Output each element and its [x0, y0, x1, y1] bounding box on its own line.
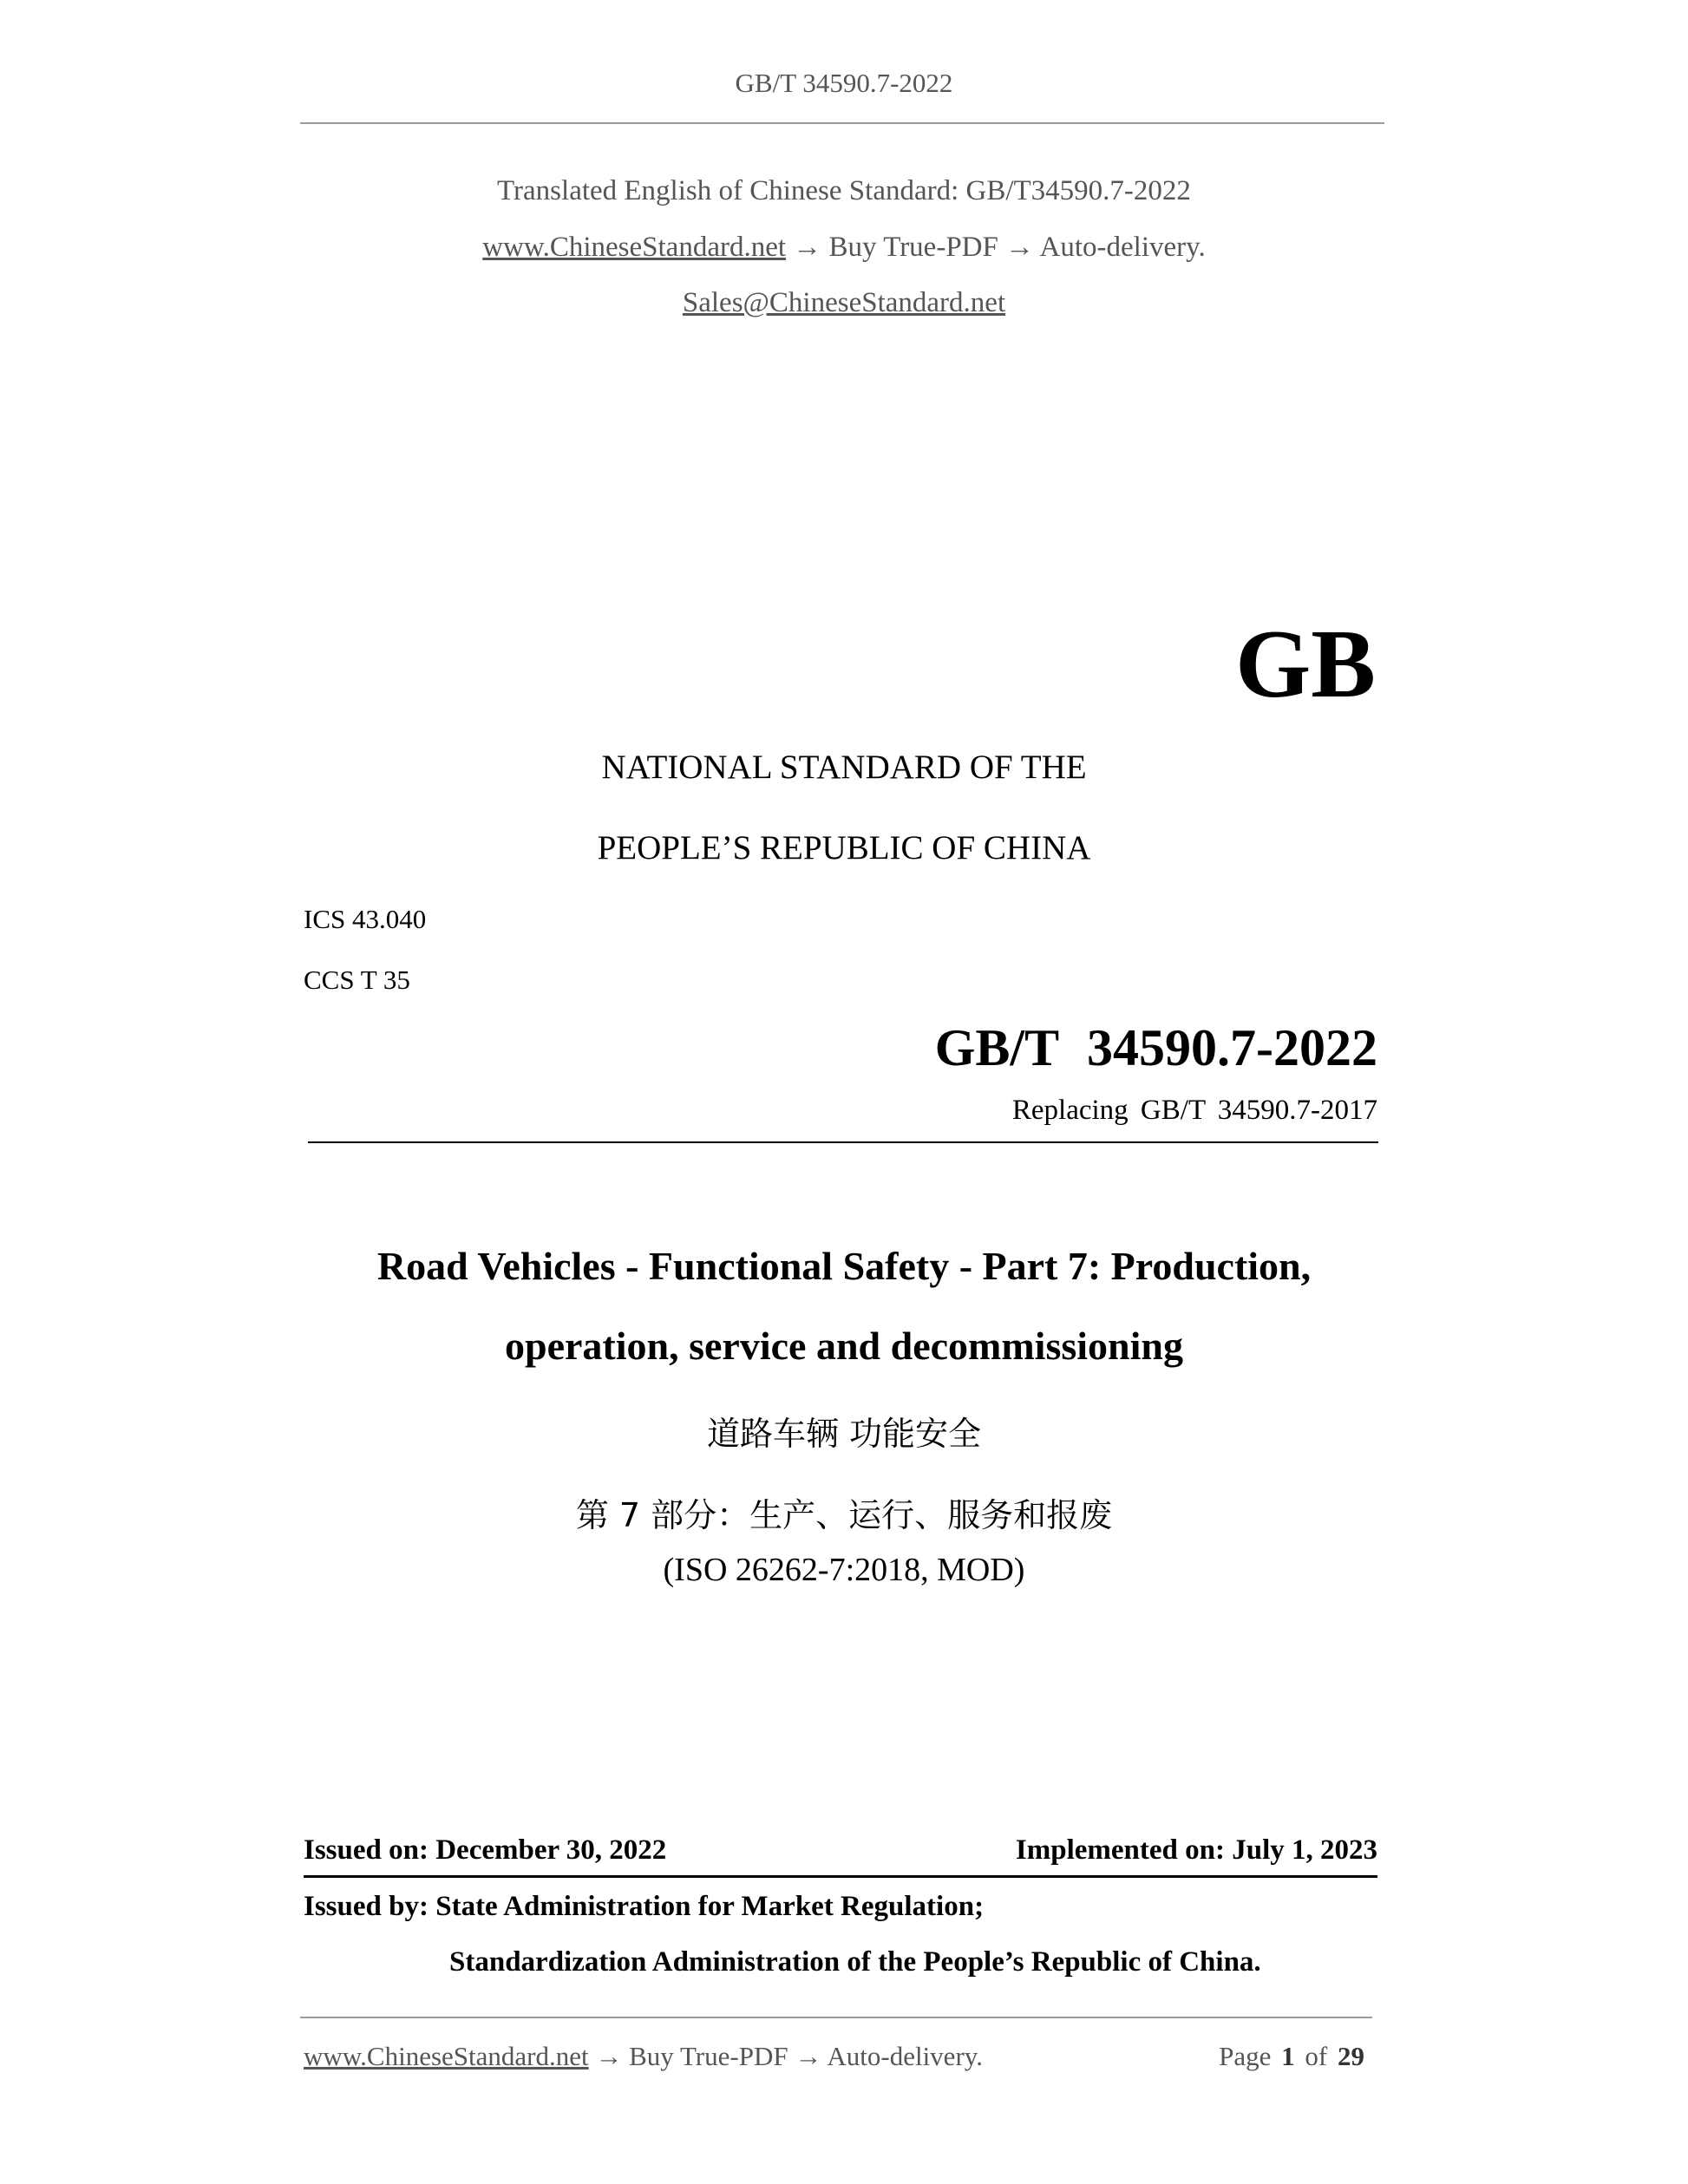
footer-buy-text: → Buy True-PDF → Auto-delivery.	[588, 2041, 983, 2071]
footer-site-link[interactable]: www.ChineseStandard.net	[304, 2041, 589, 2071]
issued-by-line1: Issued by: State Administration for Market Regulation;	[304, 1891, 985, 1922]
header-divider	[300, 122, 1384, 124]
footer-buy-line	[304, 2041, 983, 2072]
national-standard-line2: PEOPLE’S REPUBLIC OF CHINA	[597, 829, 1091, 866]
page-indicator	[1219, 2041, 1364, 2072]
promo-email-line	[0, 287, 1688, 319]
national-standard-line1: NATIONAL STANDARD OF THE	[601, 749, 1087, 786]
issued-by-line2: Standardization Administration of the People’s Republic of China.	[449, 1946, 1261, 1978]
page-word: Page	[1219, 2041, 1272, 2071]
title-en-line1: Road Vehicles - Functional Safety - Part 7: Production,	[376, 1244, 1312, 1288]
email-link[interactable]: Sales@ChineseStandard.net	[682, 287, 1006, 318]
replacing-standard: Replacing GB/T 34590.7-2017	[1011, 1095, 1377, 1126]
issue-rule	[304, 1875, 1377, 1878]
title-cn-line1: 道路车辆 功能安全	[706, 1415, 982, 1453]
promo-buy-text: → Buy True-PDF → Auto-delivery.	[786, 232, 1206, 263]
iso-adoption: (ISO 26262-7:2018, MOD)	[663, 1552, 1025, 1588]
promo-buy-line	[0, 232, 1688, 264]
implemented-on-date: Implemented on: July 1, 2023	[1015, 1834, 1377, 1866]
promo-translation-line: Translated English of Chinese Standard: GB/T34590.7-2022	[497, 175, 1191, 206]
cover-rule	[308, 1141, 1378, 1143]
page-current: 1	[1281, 2041, 1295, 2071]
site-link[interactable]: www.ChineseStandard.net	[482, 232, 787, 263]
issued-on-date: Issued on: December 30, 2022	[304, 1834, 667, 1866]
ics-code: ICS 43.040	[304, 904, 427, 934]
running-header: GB/T 34590.7-2022	[735, 68, 953, 98]
gb-mark: GB	[1235, 611, 1376, 718]
title-cn-line2: 第 7 部分：生产、运行、服务和报废	[575, 1496, 1113, 1534]
of-word: of	[1305, 2041, 1328, 2071]
title-en-line2: operation, service and decommissioning	[505, 1324, 1183, 1368]
standard-number: GB/T 34590.7-2022	[934, 1019, 1377, 1076]
ccs-code: CCS T 35	[304, 964, 410, 995]
page-total: 29	[1338, 2041, 1364, 2071]
footer-divider	[300, 2017, 1372, 2018]
